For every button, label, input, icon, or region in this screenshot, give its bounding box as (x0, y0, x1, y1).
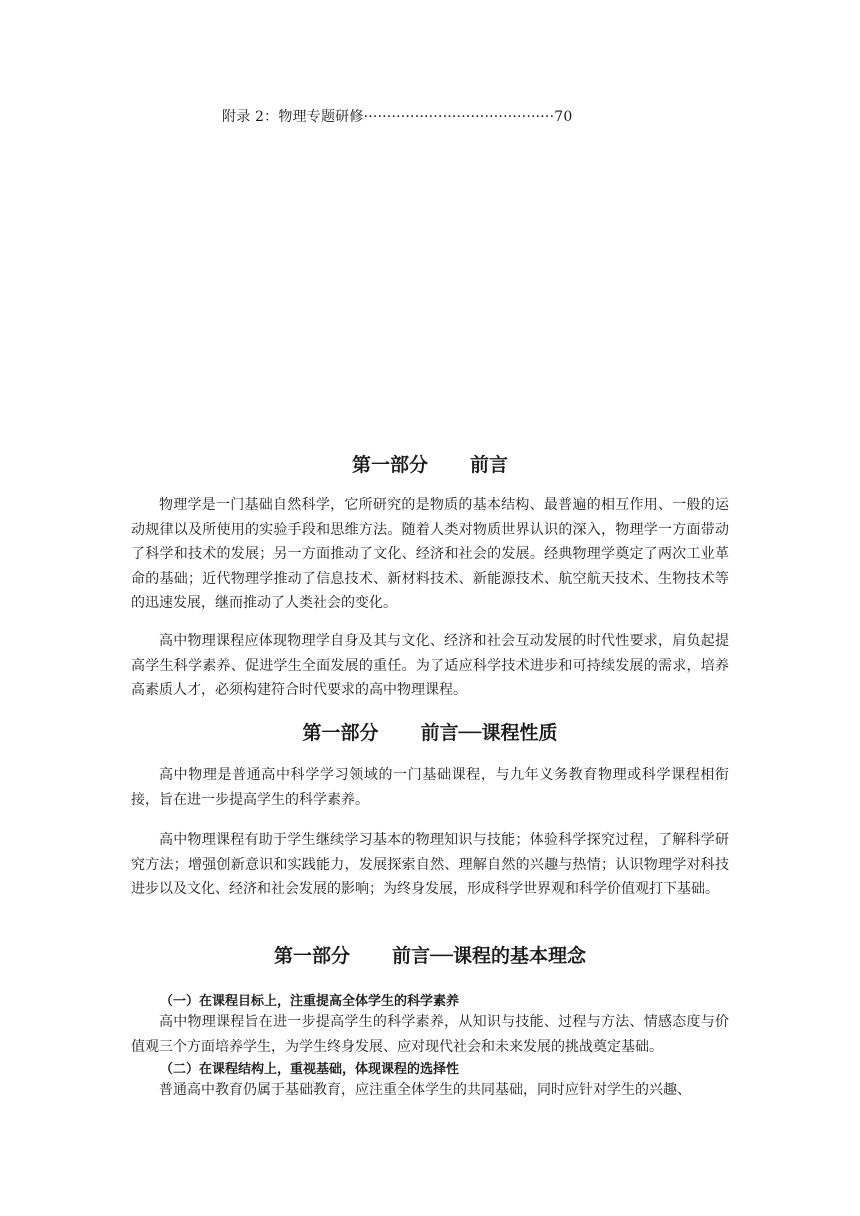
section-title-preface (0, 450, 860, 477)
section-title-course-nature (0, 718, 860, 745)
section-title-name: 前言──课程的基本理念 (392, 945, 586, 967)
section-title-part: 第一部分 (274, 945, 351, 967)
subheading-course-structure: （二）在课程结构上，重视基础，体现课程的选择性 (160, 1062, 460, 1077)
paragraph: 物理学是一门基础自然科学，它所研究的是物质的基本结构、最普遍的相互作用、一般的运动规律以及所使用的实验手段和思维方法。随着人类对物质世界认识的深入，物理学一方面带动了科学和技术的发展；另一方面推动了文化、经济和社会的发展。经典物理学奠定了两次工业革命的基础；近代物理学推动了信息技术、新材料技术、新能源技术、航空航天技术、生物技术等的迅速发展，继而推动了人类社会的变化。 (131, 497, 729, 611)
paragraph: 普通高中教育仍属于基础教育，应注重全体学生的共同基础，同时应针对学生的兴趣、 (159, 1082, 691, 1098)
section-title-basic-concepts (0, 941, 860, 968)
section-title-name: 前言──课程性质 (420, 722, 558, 744)
paragraph: 高中物理是普通高中科学学习领域的一门基础课程，与九年义务教育物理或科学课程相衔接，旨在进一步提高学生的科学素养。 (131, 767, 729, 808)
subheading-course-goal: （一）在课程目标上，注重提高全体学生的科学素养 (160, 994, 460, 1009)
paragraph: 高中物理课程有助于学生继续学习基本的物理知识与技能；体验科学探究过程，了解科学研究方法；增强创新意识和实践能力，发展探索自然、理解自然的兴趣与热情；认识物理学对科技进步以及文化、经济和社会发展的影响；为终身发展，形成科学世界观和科学价值观打下基础。 (131, 832, 729, 897)
paragraph: 高中物理课程应体现物理学自身及其与文化、经济和社会互动发展的时代性要求，肩负起提高学生科学素养、促进学生全面发展的重任。为了适应科学技术进步和可持续发展的需求，培养高素质人才，必须构建符合时代要求的高中物理课程。 (131, 633, 729, 698)
section-title-part: 第一部分 (302, 722, 379, 744)
section-title-name: 前言 (470, 454, 509, 476)
section-title-part: 第一部分 (351, 454, 428, 476)
toc-entry-appendix-2[interactable]: 附录 2：物理专题研修·········································70 (222, 109, 573, 125)
paragraph: 高中物理课程旨在进一步提高学生的科学素养，从知识与技能、过程与方法、情感态度与价值观三个方面培养学生，为学生终身发展、应对现代社会和未来发展的挑战奠定基础。 (131, 1014, 729, 1055)
